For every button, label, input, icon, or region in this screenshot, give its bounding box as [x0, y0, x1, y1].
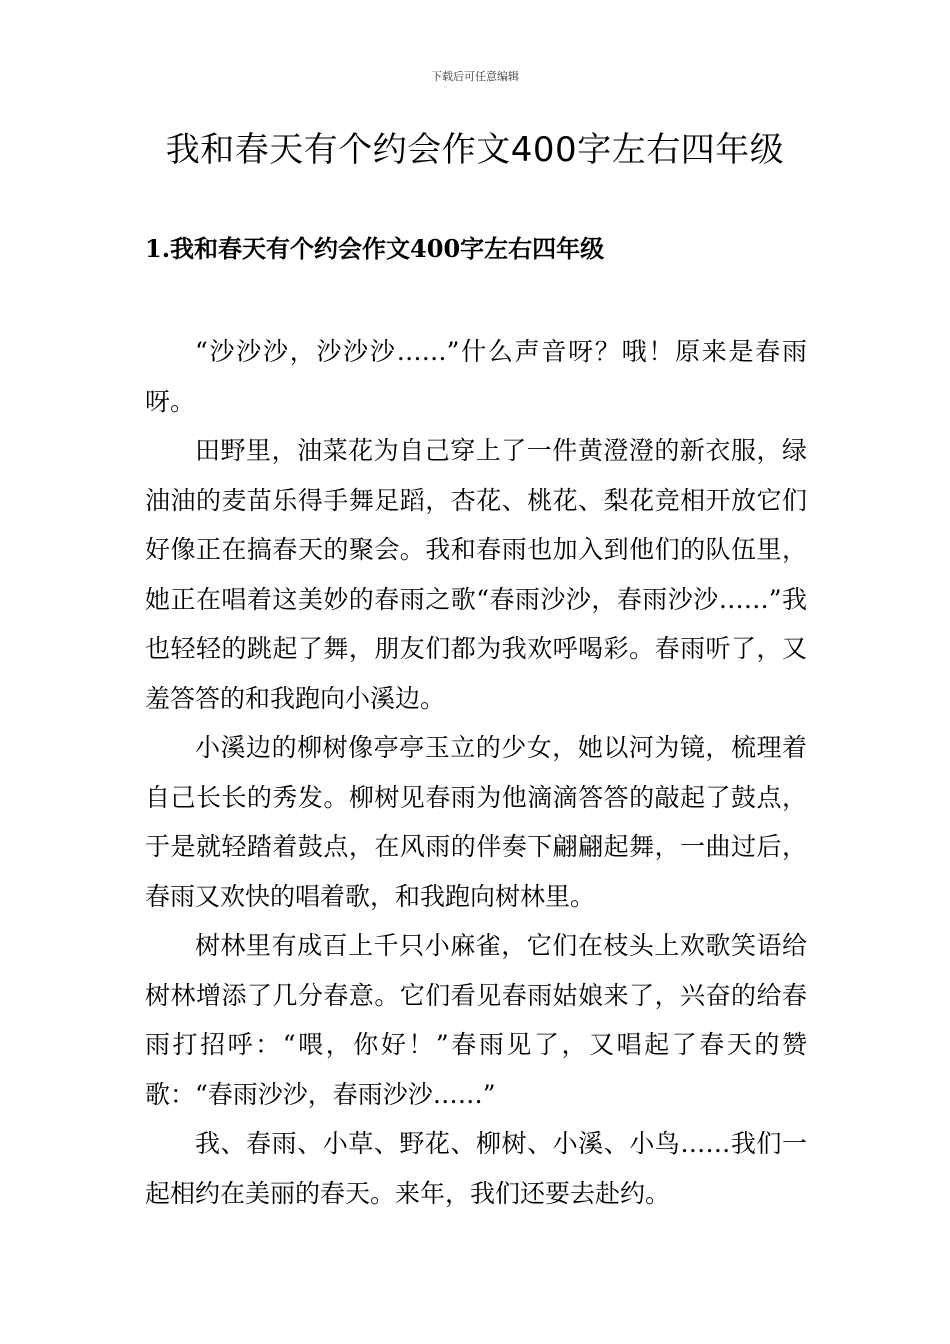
paragraph: 田野里，油菜花为自己穿上了一件黄澄澄的新衣服，绿油油的麦苗乐得手舞足蹈，杏花、桃花、梨花竞相开放它们好像正在搞春天的聚会。我和春雨也加入到他们的队伍里，她正在唱着这美妙的春雨之歌“春雨沙沙，春雨沙沙……”我也轻轻的跳起了舞，朋友们都为我欢呼喝彩。春雨听了，又羞答答的和我跑向小溪边。	[145, 436, 807, 713]
section-heading: 1.我和春天有个约会作文400字左右四年级	[145, 234, 605, 263]
paragraph: 树林里有成百上千只小麻雀，它们在枝头上欢歌笑语给树林增添了几分春意。它们看见春雨姑娘来了，兴奋的给春雨打招呼：“喂，你好！”春雨见了，又唱起了春天的赞歌：“春雨沙沙，春雨沙沙……”	[145, 931, 807, 1109]
paragraph: “沙沙沙，沙沙沙……”什么声音呀？哦！原来是春雨呀。	[145, 337, 807, 416]
document-title: 我和春天有个约会作文400字左右四年级	[165, 130, 785, 170]
page-header-note: 下载后可任意编辑	[431, 70, 519, 83]
paragraph: 我、春雨、小草、野花、柳树、小溪、小鸟……我们一起相约在美丽的春天。来年，我们还要去赴约。	[145, 1129, 807, 1208]
paragraph: 小溪边的柳树像亭亭玉立的少女，她以河为镜，梳理着自己长长的秀发。柳树见春雨为他滴滴答答的敲起了鼓点，于是就轻踏着鼓点，在风雨的伴奏下翩翩起舞，一曲过后，春雨又欢快的唱着歌，和我跑向树林里。	[145, 733, 807, 911]
essay-body	[145, 327, 807, 1218]
